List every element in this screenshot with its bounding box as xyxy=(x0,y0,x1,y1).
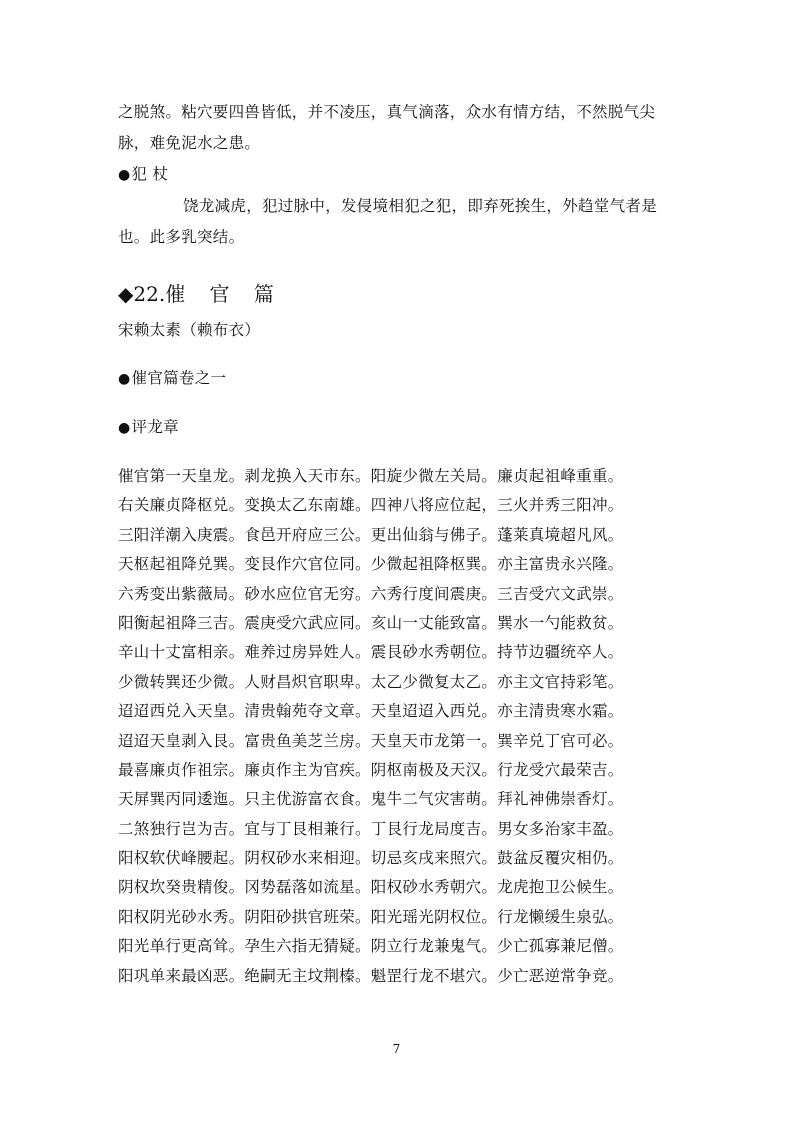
poem-line: 阳光单行更高耸。孕生六指无猜疑。阴立行龙兼鬼气。少亡孤寡兼尼僧。 xyxy=(118,937,624,956)
poem-line: 二煞独行岂为吉。宜与丁艮相兼行。丁艮行龙局度吉。男女多治家丰盈。 xyxy=(118,819,624,838)
chapter-heading xyxy=(118,282,283,306)
fanzhang-paragraph-line-2: 也。此多乳突结。 xyxy=(118,228,245,246)
poem-line: 迢迢天皇剥入艮。富贵鱼美芝兰房。天皇天市龙第一。巽辛兑丁官可必。 xyxy=(118,731,624,750)
poem-line: 六秀变出紫薇局。砂水应位官无穷。六秀行度间震庚。三吉受穴文武崇。 xyxy=(118,584,624,603)
poem-line: 迢迢西兑入天皇。清贵翰苑夺文章。天皇迢迢入西兑。亦主清贵寒水霜。 xyxy=(118,702,624,721)
section-title: 评龙章 xyxy=(131,418,179,436)
volume-heading xyxy=(118,368,226,389)
poem-line: 辛山十丈富相亲。难养过房异姓人。震艮砂水秀朝位。持节边疆统卒人。 xyxy=(118,643,624,662)
poem-line: 阳权软伏峰腰起。阴权砂水来相迎。切忌亥戌来照穴。鼓盆反覆灾相仍。 xyxy=(118,849,624,868)
poem-line: 天屏巽丙同逶迤。只主优游富衣食。鬼牛二气灾害萌。拜礼神佛崇香灯。 xyxy=(118,790,624,809)
poem-line: 三阳洋潮入庚震。食邑开府应三公。更出仙翁与佛子。蓬莱真境超凡风。 xyxy=(118,525,624,544)
section-heading-pinglong xyxy=(118,417,179,438)
poem-line: 少微转巽还少微。人财昌炽官职卑。太乙少微复太乙。亦主文官持彩笔。 xyxy=(118,672,624,691)
diamond-icon: ◆ xyxy=(118,282,134,306)
chapter-title: 催 官 篇 xyxy=(165,282,283,306)
poem-line: 阳衡起祖降三吉。震庚受穴武应同。亥山一丈能致富。巽水一勺能救贫。 xyxy=(118,613,624,632)
intro-line-2: 脉，难免泥水之患。 xyxy=(118,134,261,152)
fanzhang-paragraph-line-1: 饶龙减虎，犯过脉中，发侵境相犯之犯，即弃死挨生，外趋堂气者是 xyxy=(183,197,658,215)
chapter-author: 宋赖太素（赖布衣） xyxy=(118,321,261,339)
poem-line: 天枢起祖降兑巽。变艮作穴官位同。少微起祖降枢巽。亦主富贵永兴隆。 xyxy=(118,555,624,574)
section-heading-fanzhang xyxy=(118,164,168,185)
poem-line: 催官第一天皇龙。剥龙换入天市东。阳旋少微左关局。廉贞起祖峰重重。 xyxy=(118,467,624,485)
poem-lines xyxy=(118,466,624,995)
poem-line: 最喜廉贞作祖宗。廉贞作主为官疾。阴枢南极及天汉。行龙受穴最荣吉。 xyxy=(118,760,624,779)
bullet-icon: ● xyxy=(118,167,131,183)
page-number: 7 xyxy=(392,1042,401,1056)
chapter-number: 22. xyxy=(133,282,166,306)
poem-line: 阴权坎癸贵精俊。冈势磊落如流星。阳权砂水秀朝穴。龙虎抱卫公候生。 xyxy=(118,878,624,897)
section-title: 犯 杖 xyxy=(131,165,169,183)
poem-line: 右关廉贞降枢兑。变换太乙东南雄。四神八将应位起，三火并秀三阳冲。 xyxy=(118,496,624,515)
bullet-icon: ● xyxy=(118,371,131,387)
bullet-icon: ● xyxy=(118,420,131,436)
intro-line-1: 之脱煞。粘穴要四兽皆低，并不凌压，真气滴落，众水有情方结，不然脱气尖 xyxy=(118,103,656,121)
poem-line: 阳巩单来最凶恶。绝嗣无主坟荆榛。魁罡行龙不堪穴。少亡恶逆常争竞。 xyxy=(118,966,624,985)
poem-line: 阳权阴光砂水秀。阴阳砂拱官班荣。阳光瑶光阴权位。行龙懒缓生泉弘。 xyxy=(118,907,624,926)
volume-title: 催官篇卷之一 xyxy=(131,369,227,387)
